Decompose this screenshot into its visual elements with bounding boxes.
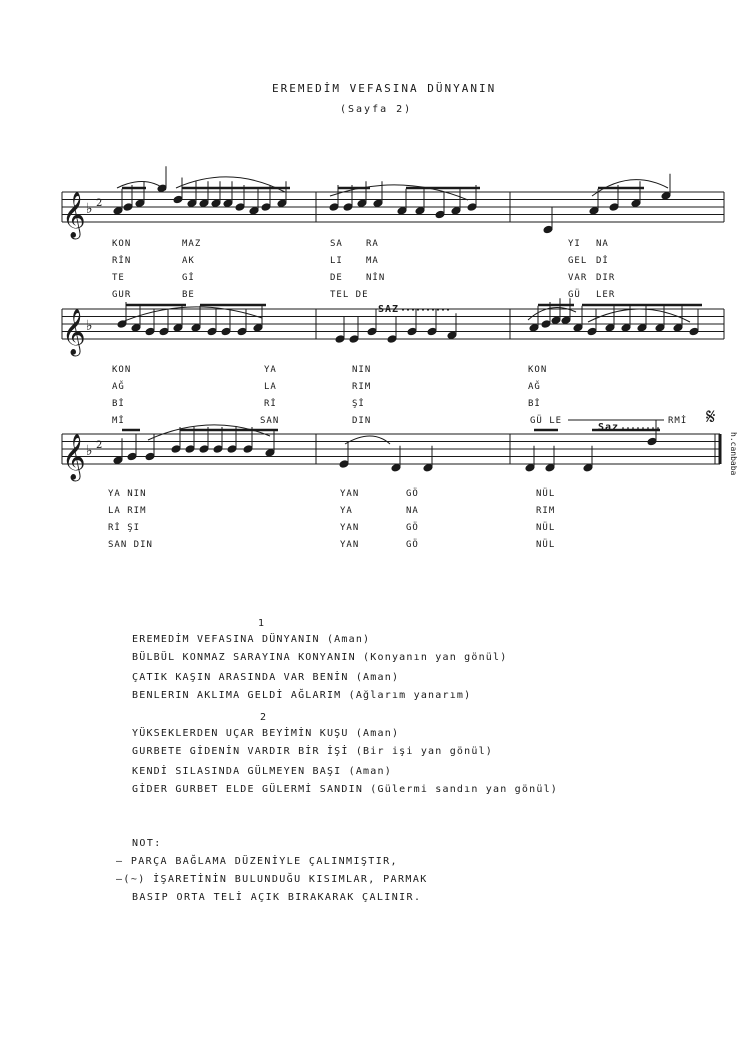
verse-line: BÜLBÜL KONMAZ SARAYINA KONYANIN (Konyanın yan gönül) (132, 652, 508, 663)
saz-label: SAZ (378, 304, 400, 315)
note-head (397, 206, 407, 215)
lyric-syllable: GÖ (406, 523, 419, 533)
lyric-syllable: Mİ (112, 416, 125, 426)
lyric-syllable: GÜ (568, 290, 581, 300)
lyric-syllable: BE (182, 290, 195, 300)
lyric-syllable: DIN (352, 416, 372, 426)
lyric-syllable: Gİ (182, 273, 195, 283)
lyric-syllable: YA (264, 365, 277, 375)
note-head (357, 199, 367, 208)
lyric-syllable: MAZ (182, 239, 202, 249)
slur (176, 177, 285, 192)
lyric-syllable: GÖ (406, 540, 419, 550)
lyric-syllable: LA RIM (108, 506, 147, 516)
note-head (621, 323, 631, 332)
note-head (655, 323, 665, 332)
note-head (123, 203, 133, 212)
note-head (661, 191, 671, 200)
lyric-syllable: LA (264, 382, 277, 392)
lyric-syllable: SAN (260, 416, 280, 426)
lyric-syllable: Rİ (264, 399, 277, 409)
lyric-syllable: GEL (568, 256, 588, 266)
note-head (335, 335, 345, 344)
lyric-syllable: LER (596, 290, 616, 300)
slur (588, 309, 690, 322)
note-head (211, 199, 221, 208)
slur (345, 436, 390, 444)
treble-clef-icon: 𝄞 (62, 434, 86, 480)
lyric-syllable: NÜL (536, 489, 556, 499)
note-head (249, 206, 259, 215)
note-head (587, 327, 597, 336)
lyric-syllable: YAN (340, 540, 360, 550)
lyric-syllable: RIM (352, 382, 372, 392)
note-head (407, 327, 417, 336)
lyric-syllable: SA (330, 239, 343, 249)
note-head (451, 206, 461, 215)
lyric-syllable: RMİ (668, 416, 688, 426)
flat-icon: ♭ (86, 201, 93, 217)
note-line: BASIP ORTA TELİ AÇIK BIRAKARAK ÇALINIR. (132, 892, 422, 903)
lyric-syllable: GÖ (406, 489, 419, 499)
verse-number: 1 (258, 618, 266, 629)
saz-label: Saz (598, 422, 620, 433)
note-head (329, 203, 339, 212)
lyric-syllable: YAN (340, 489, 360, 499)
note-head (561, 316, 571, 325)
note-head (199, 445, 209, 454)
note-head (237, 327, 247, 336)
lyric-syllable: NA (406, 506, 419, 516)
lyric-syllable: RA (366, 239, 379, 249)
time-signature: 2 (96, 198, 103, 209)
note-line: — PARÇA BAĞLAMA DÜZENİYLE ÇALINMIŞTIR, (116, 856, 398, 867)
note-head (647, 437, 657, 446)
flat-icon: ♭ (86, 443, 93, 459)
lyric-syllable: NÜL (536, 523, 556, 533)
saz-markers (378, 304, 660, 433)
lyric-syllable: VAR (568, 273, 588, 283)
note-head (609, 203, 619, 212)
lyrics (108, 239, 687, 550)
note-head (529, 323, 539, 332)
lyric-syllable: YAN (340, 523, 360, 533)
note-head (243, 445, 253, 454)
note-head (435, 210, 445, 219)
lyric-syllable: Şİ (352, 399, 365, 409)
note-head (551, 316, 561, 325)
note-head (543, 225, 553, 234)
note-head (145, 327, 155, 336)
note-head (631, 199, 641, 208)
lyric-syllable: KON (528, 365, 548, 375)
note-head (573, 323, 583, 332)
note-head (199, 199, 209, 208)
note-head (173, 195, 183, 204)
lyric-syllable: YA NIN (108, 489, 147, 499)
note-head (689, 327, 699, 336)
lyric-syllable: TE (112, 273, 125, 283)
verse-line: GURBETE GİDENİN VARDIR BİR İŞİ (Bir işi yan gönül) (132, 746, 494, 757)
lyric-syllable: Bİ (528, 399, 541, 409)
note-head (261, 203, 271, 212)
lyric-syllable: AĞ (528, 382, 541, 392)
note-line: —(~) İŞARETİNİN BULUNDUĞU KISIMLAR, PARMAK (116, 874, 428, 885)
note-head (415, 206, 425, 215)
verse-line: EREMEDİM VEFASINA DÜNYANIN (Aman) (132, 634, 371, 645)
note-head (447, 331, 457, 340)
treble-clef-icon: 𝄞 (62, 192, 86, 238)
lyric-syllable: NİN (366, 273, 386, 283)
note-head (235, 203, 245, 212)
note-head (391, 463, 401, 472)
verse-line: KENDİ SILASINDA GÜLMEYEN BAŞI (Aman) (132, 766, 392, 777)
note-head (145, 452, 155, 461)
note-head (423, 463, 433, 472)
note-head (373, 199, 383, 208)
lyric-syllable: YA (340, 506, 353, 516)
lyric-syllable: Dİ (596, 256, 609, 266)
lyric-syllable: LI (330, 256, 343, 266)
lyric-syllable: Rİ ŞI (108, 523, 141, 533)
note-head (467, 203, 477, 212)
segno-icon: 𝄋 (706, 405, 716, 430)
note-head (113, 206, 123, 215)
note-head (605, 323, 615, 332)
lyric-syllable: KON (112, 239, 132, 249)
verse-line: BENLERIN AKLIMA GELDİ AĞLARIM (Ağlarım yanarım) (132, 690, 472, 701)
treble-clef-3 (62, 434, 102, 482)
page-label: (Sayfa 2) (340, 104, 413, 115)
note-head (637, 323, 647, 332)
note-head (343, 203, 353, 212)
lyric-syllable: TEL DE (330, 290, 369, 300)
note-head (525, 463, 535, 472)
note-head (545, 463, 555, 472)
verse-number: 2 (260, 712, 268, 723)
lyric-syllable: DE (330, 273, 343, 283)
note-head (265, 448, 275, 457)
lyric-syllable: Bİ (112, 399, 125, 409)
lyric-syllable: RİN (112, 256, 132, 266)
note-head (159, 327, 169, 336)
note-head (387, 335, 397, 344)
note-head (113, 456, 123, 465)
note-head (185, 445, 195, 454)
lyric-syllable: GUR (112, 290, 132, 300)
verse-line: YÜKSEKLERDEN UÇAR BEYİMİN KUŞU (Aman) (132, 728, 400, 739)
note-head (191, 323, 201, 332)
note-head (207, 327, 217, 336)
lyric-syllable: RIM (536, 506, 556, 516)
lyric-syllable: NÜL (536, 540, 556, 550)
lyric-syllable: AĞ (112, 382, 125, 392)
flat-icon: ♭ (86, 318, 93, 334)
note-head (223, 199, 233, 208)
note-head (253, 323, 263, 332)
lyric-syllable: AK (182, 256, 195, 266)
lyric-syllable: DIR (596, 273, 616, 283)
time-signature: 2 (96, 440, 103, 451)
lyric-syllable: GÜ LE (530, 416, 563, 426)
song-title: EREMEDİM VEFASINA DÜNYANIN (272, 82, 497, 95)
note-head (541, 320, 551, 329)
note-head (173, 323, 183, 332)
note-head (673, 323, 683, 332)
lyric-syllable: NIN (352, 365, 372, 375)
verse-line: GİDER GURBET ELDE GÜLERMİ SANDIN (Gülermi sandın yan gönül) (132, 784, 559, 795)
note-head (135, 199, 145, 208)
note-head (277, 199, 287, 208)
note-head (187, 199, 197, 208)
lyric-syllable: SAN DIN (108, 540, 153, 550)
note-head (427, 327, 437, 336)
lyric-syllable: NA (596, 239, 609, 249)
treble-clef-1 (62, 192, 102, 240)
note-head (171, 445, 181, 454)
note-head (349, 335, 359, 344)
note-head (589, 206, 599, 215)
note-head (127, 452, 137, 461)
lyric-syllable: KON (112, 365, 132, 375)
note-head (339, 460, 349, 469)
lyric-syllable: MA (366, 256, 379, 266)
note-head (221, 327, 231, 336)
lyric-syllable: YI (568, 239, 581, 249)
note-head (227, 445, 237, 454)
verse-line: ÇATIK KAŞIN ARASINDA VAR BENİN (Aman) (132, 672, 400, 683)
signature: h.canbaba (729, 432, 738, 476)
treble-clef-icon: 𝄞 (62, 309, 86, 355)
note-heading: NOT: (132, 838, 162, 849)
note-head (213, 445, 223, 454)
note-head (367, 327, 377, 336)
note-head (131, 323, 141, 332)
note-head (583, 463, 593, 472)
